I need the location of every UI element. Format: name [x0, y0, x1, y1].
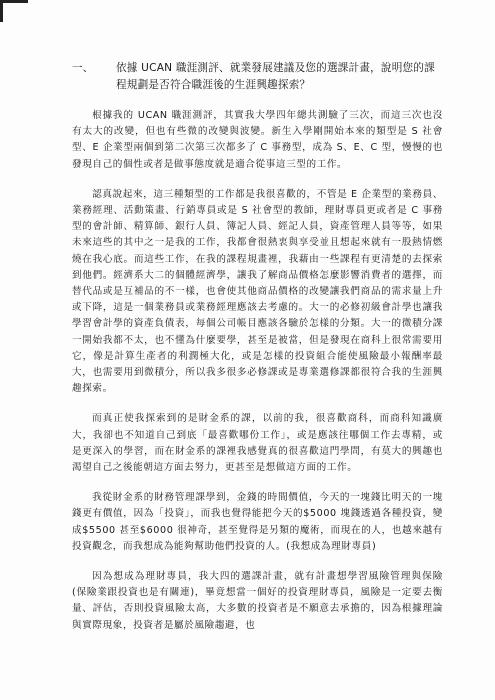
- scan-corner-mark: [0, 0, 28, 22]
- paragraph-financial-management: 我從財金系的財務管理課學到，金錢的時間價值，今天的一塊錢比明天的一塊錢更有價值，因為「投資」，而我也覺得能把今天的$5000 塊錢透過各種投資，變成$5500 甚至$6000 很神奇，甚至覺得是另類的魔術，而現在的人，也越來越有投資觀念，而我想成為能夠幫助他們投資的人。(我想成為理財專員): [72, 492, 443, 552]
- paragraph-course-plan: 因為想成為理財專員，我大四的選課計畫，就有計畫想學習風險管理與保險(保險業跟投資也是有關連)，畢竟想當一個好的投資理財專員，風險是一定要去衡量、評估，否則投資風險太高，大多數的投資者是不願意去承擔的，因為根據理論與實際現象，投資者是屬於風險趨避，也: [72, 571, 443, 631]
- paragraph-career-types: 認真說起來，這三種類型的工作都是我很喜歡的，不管是 E 企業型的業務員、業務經理、活動策畫、行銷專員或是 S 社會型的教師，理財專員更或者是 C 事務型的會計師、精算師、銀行人員、簿記人員、經記人員，資產管理人員等等，如果未來這些的其中之一是我的工作，我都會很熱衷與享受並且想起來就有一股熱情燃燒在我心底。而這些工作，在我的課程規畫裡，我藉由一些課程有更清楚的去探索到他們。經濟系大二的個體經濟學，讓我了解商品價格怎麼影響消費者的選擇，而替代品或是互補品的不一樣，也會使其他商品價格的改變讓我們商品的需求量上升或下降，這是一個業務員或業務經理應該去考慮的。大一的必修初級會計學也讓我學習會計學的資產負債表，每個公司帳目應該各驗於怎樣的分類。大一的微積分課一開始我都不太，也不懂為什麼要學，甚至是被當，但是發現在商科上很常需要用它，像是計算生產者的利潤極大化，或是怎樣的投資組合能使風險最小報酬率最大，也需要用到微積分，所以我多很多必修課或是專業選修課都很符合我的生涯興趣探索。: [72, 188, 443, 395]
- question-number: 一、: [72, 62, 94, 74]
- question-heading: [72, 60, 443, 94]
- paragraph-ucan-results: 根據我的 UCAN 職涯測評，其實我大學四年總共測驗了三次，而這三次也沒有太大的改變，但也有些微的改變與波變。新生入學剛開始本來的類型是 S 社會型、E 企業型兩個到第二次第三次都多了 C 事務型，成為 S、E、C 型，慢慢的也發現自己的個性或者是做事態度就是適合從事這三型的工作。: [72, 110, 443, 170]
- question-text: 依據 UCAN 職涯測評、就業發展建議及您的選課計畫，說明您的課程規劃是否符合職涯後的生涯興趣探索？: [116, 62, 435, 91]
- paragraph-finance-department: 而真正使我探索到的是財金系的課，以前的我，很喜歡商科，而商科知識廣大，我卻也不知道自己到底「最喜歡哪份工作」，或是應該往哪個工作去專精，或是更深入的學習，而在財金系的課裡我感覺真的很喜歡這門學問，有莫大的興趣也渴望自己之後能朝這方面去努力，更甚至是想做這方面的工作。: [72, 413, 443, 474]
